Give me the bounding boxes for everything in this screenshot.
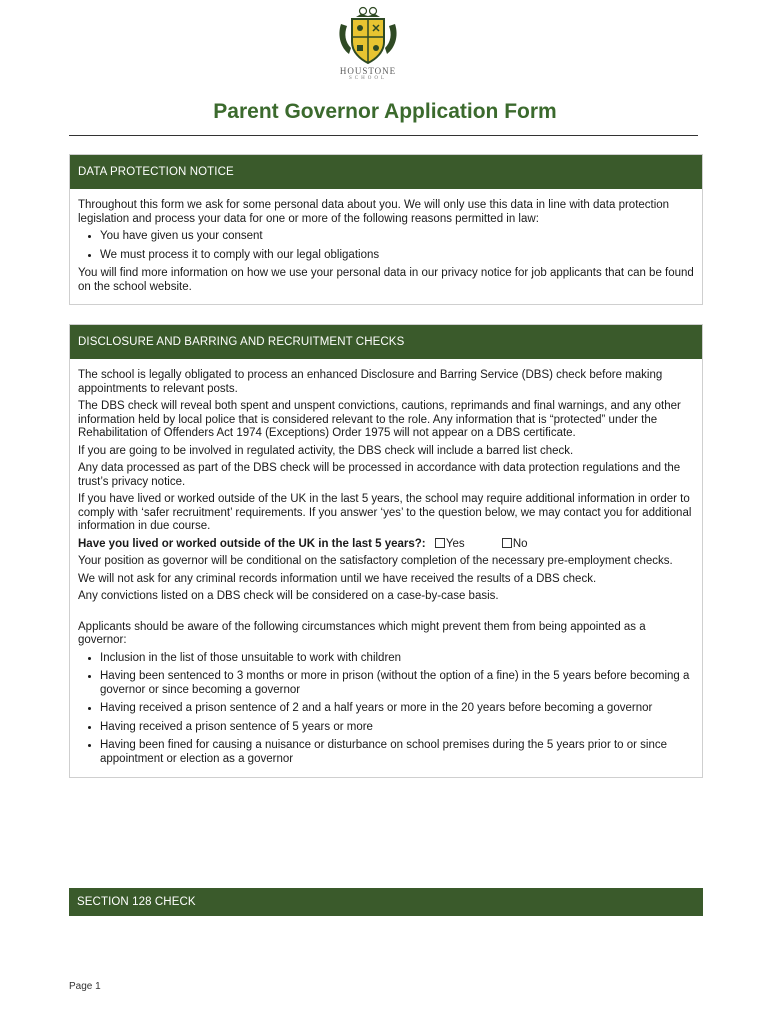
- page-number: Page 1: [69, 981, 101, 992]
- no-option[interactable]: [502, 538, 528, 550]
- list-item: • You have given us your consent: [100, 230, 694, 244]
- list-item: • Having been sentenced to 3 months or more in prison (without the option of a fine) in the 5 years before becoming a governor or since becoming a governor: [100, 670, 694, 697]
- data-protection-intro: Throughout this form we ask for some personal data about you. We will only use this data in line with data protection legislation and process your data for one or more of the following reasons permitted in law:: [78, 199, 670, 225]
- data-protection-outro: You will find more information on how we use your personal data in our privacy notice for job applicants that can be found on the school website.: [78, 267, 694, 293]
- list-item: • Inclusion in the list of those unsuitable to work with children: [100, 652, 694, 666]
- data-protection-section: [69, 154, 703, 305]
- title-divider: [69, 135, 698, 136]
- paragraph-spacer: [78, 608, 694, 621]
- dbs-paragraph: The school is legally obligated to process an enhanced Disclosure and Barring Service (DBS) check before making appointments to relevant posts.: [78, 369, 663, 395]
- data-protection-reasons-list: [78, 230, 694, 262]
- logo-wordmark: HOUSTONE: [339, 66, 397, 76]
- page-title: Parent Governor Application Form: [213, 100, 557, 123]
- question-text: Have you lived or worked outside of the UK in the last 5 years?:: [78, 537, 426, 550]
- dbs-paragraph: Any convictions listed on a DBS check will be considered on a case-by-case basis.: [78, 590, 499, 602]
- data-protection-header: DATA PROTECTION NOTICE: [70, 155, 702, 189]
- dbs-header: DISCLOSURE AND BARRING AND RECRUITMENT CHECKS: [70, 325, 702, 359]
- circumstances-list: [78, 652, 694, 767]
- no-label: No: [512, 537, 528, 550]
- list-item: • Having received a prison sentence of 5 years or more: [100, 721, 694, 735]
- yes-option[interactable]: [435, 538, 465, 550]
- dbs-paragraph: Your position as governor will be conditional on the satisfactory completion of the necessary pre-employment checks.: [78, 555, 673, 567]
- list-item: • Having been fined for causing a nuisance or disturbance on school premises during the 5 years prior to or since appointment or election as a governor: [100, 739, 694, 766]
- dbs-section: [69, 324, 703, 778]
- no-checkbox[interactable]: [502, 538, 512, 548]
- yes-checkbox[interactable]: [435, 538, 445, 548]
- dbs-paragraph: We will not ask for any criminal records information until we have received the results of a DBS check.: [78, 572, 597, 585]
- list-item: • We must process it to comply with our legal obligations: [100, 249, 694, 263]
- dbs-paragraph: If you have lived or worked outside of the UK in the last 5 years, the school may require additional information in order to comply with ‘safer recruitment’ requirements. If you answer ‘yes’ to the question below, we may contact you for additional information in due course.: [78, 493, 692, 532]
- dbs-paragraph: Any data processed as part of the DBS check will be processed in accordance with data protection regulations and the trust’s privacy notice.: [78, 462, 681, 488]
- list-item: • Having received a prison sentence of 2 and a half years or more in the 20 years before becoming a governor: [100, 702, 694, 716]
- school-crest-icon: [335, 4, 401, 66]
- section-128-section: [69, 888, 703, 916]
- section-128-header: SECTION 128 CHECK: [69, 888, 703, 916]
- dbs-paragraph: The DBS check will reveal both spent and unspent convictions, cautions, reprimands and final warnings, and any other information held by local police that is considered relevant to the role. Any information that is “protected” under the Rehabilitation of Offenders Act 1974 (Exceptions) Order 1975 will not appear on a DBS certificate.: [78, 400, 681, 439]
- yes-label: Yes: [445, 537, 465, 550]
- logo-subtext: SCHOOL: [348, 76, 387, 81]
- lived-outside-uk-question: [78, 538, 694, 552]
- circumstances-intro: Applicants should be aware of the following circumstances which might prevent them from being appointed as a governor:: [78, 620, 646, 646]
- dbs-paragraph: If you are going to be involved in regulated activity, the DBS check will include a barred list check.: [78, 444, 574, 457]
- school-logo: [331, 4, 405, 90]
